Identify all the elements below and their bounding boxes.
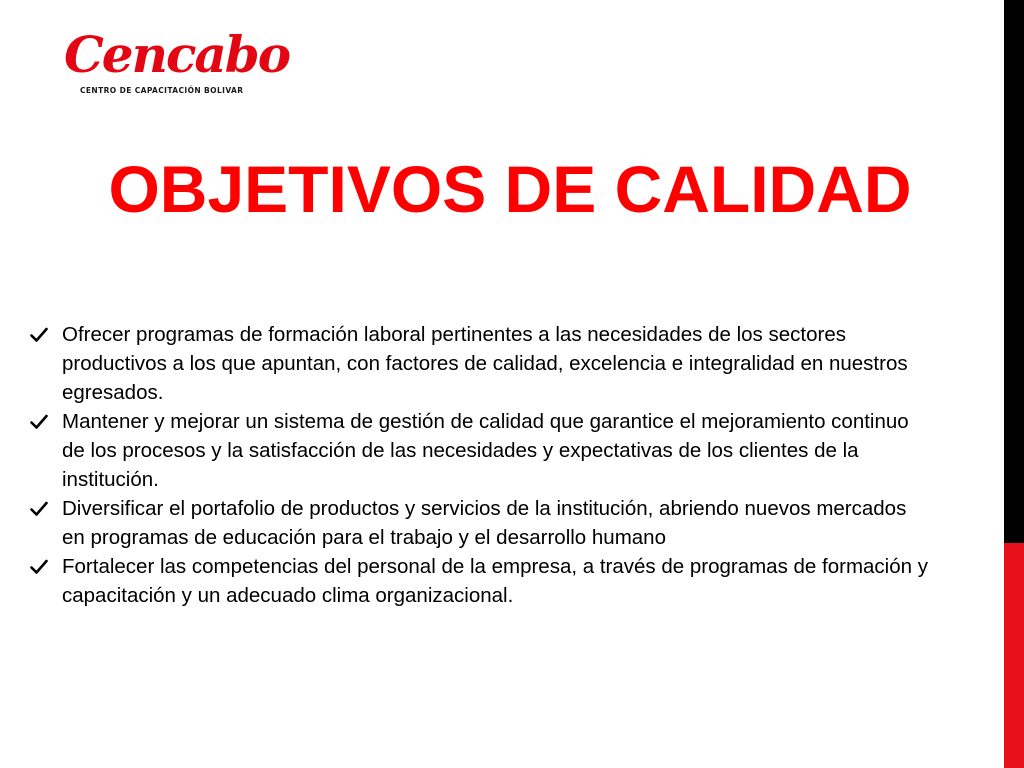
accent-bar-bottom [1004,543,1024,768]
objective-text: Fortalecer las competencias del personal de la empresa, a través de programas de formación y capacitación y un adecuado clima organizacional. [62,555,928,607]
slide-title: OBJETIVOS DE CALIDAD [108,152,912,226]
logo-subtitle: CENTRO DE CAPACITACIÓN BOLIVAR [80,86,244,95]
check-icon [30,327,48,343]
objective-item [30,320,930,407]
cencabo-logo [64,24,290,104]
objective-item [30,407,930,494]
logo-wordmark: Cencabo [64,25,290,84]
objective-item [30,494,930,552]
objective-text: Ofrecer programas de formación laboral pertinentes a las necesidades de los sectores productivos a los que apuntan, con factores de calidad, excelencia e integralidad en nuestros egresados. [62,323,908,404]
objective-text: Mantener y mejorar un sistema de gestión de calidad que garantice el mejoramiento continuo de los procesos y la satisfacción de las necesidades y expectativas de los clientes de la institución. [62,410,909,491]
objectives-list [30,320,930,610]
check-icon [30,501,48,517]
objective-text: Diversificar el portafolio de productos y servicios de la institución, abriendo nuevos mercados en programas de educación para el trabajo y el desarrollo humano [62,497,907,549]
accent-bar-top [1004,0,1024,543]
objective-item [30,552,930,610]
check-icon [30,414,48,430]
check-icon [30,559,48,575]
